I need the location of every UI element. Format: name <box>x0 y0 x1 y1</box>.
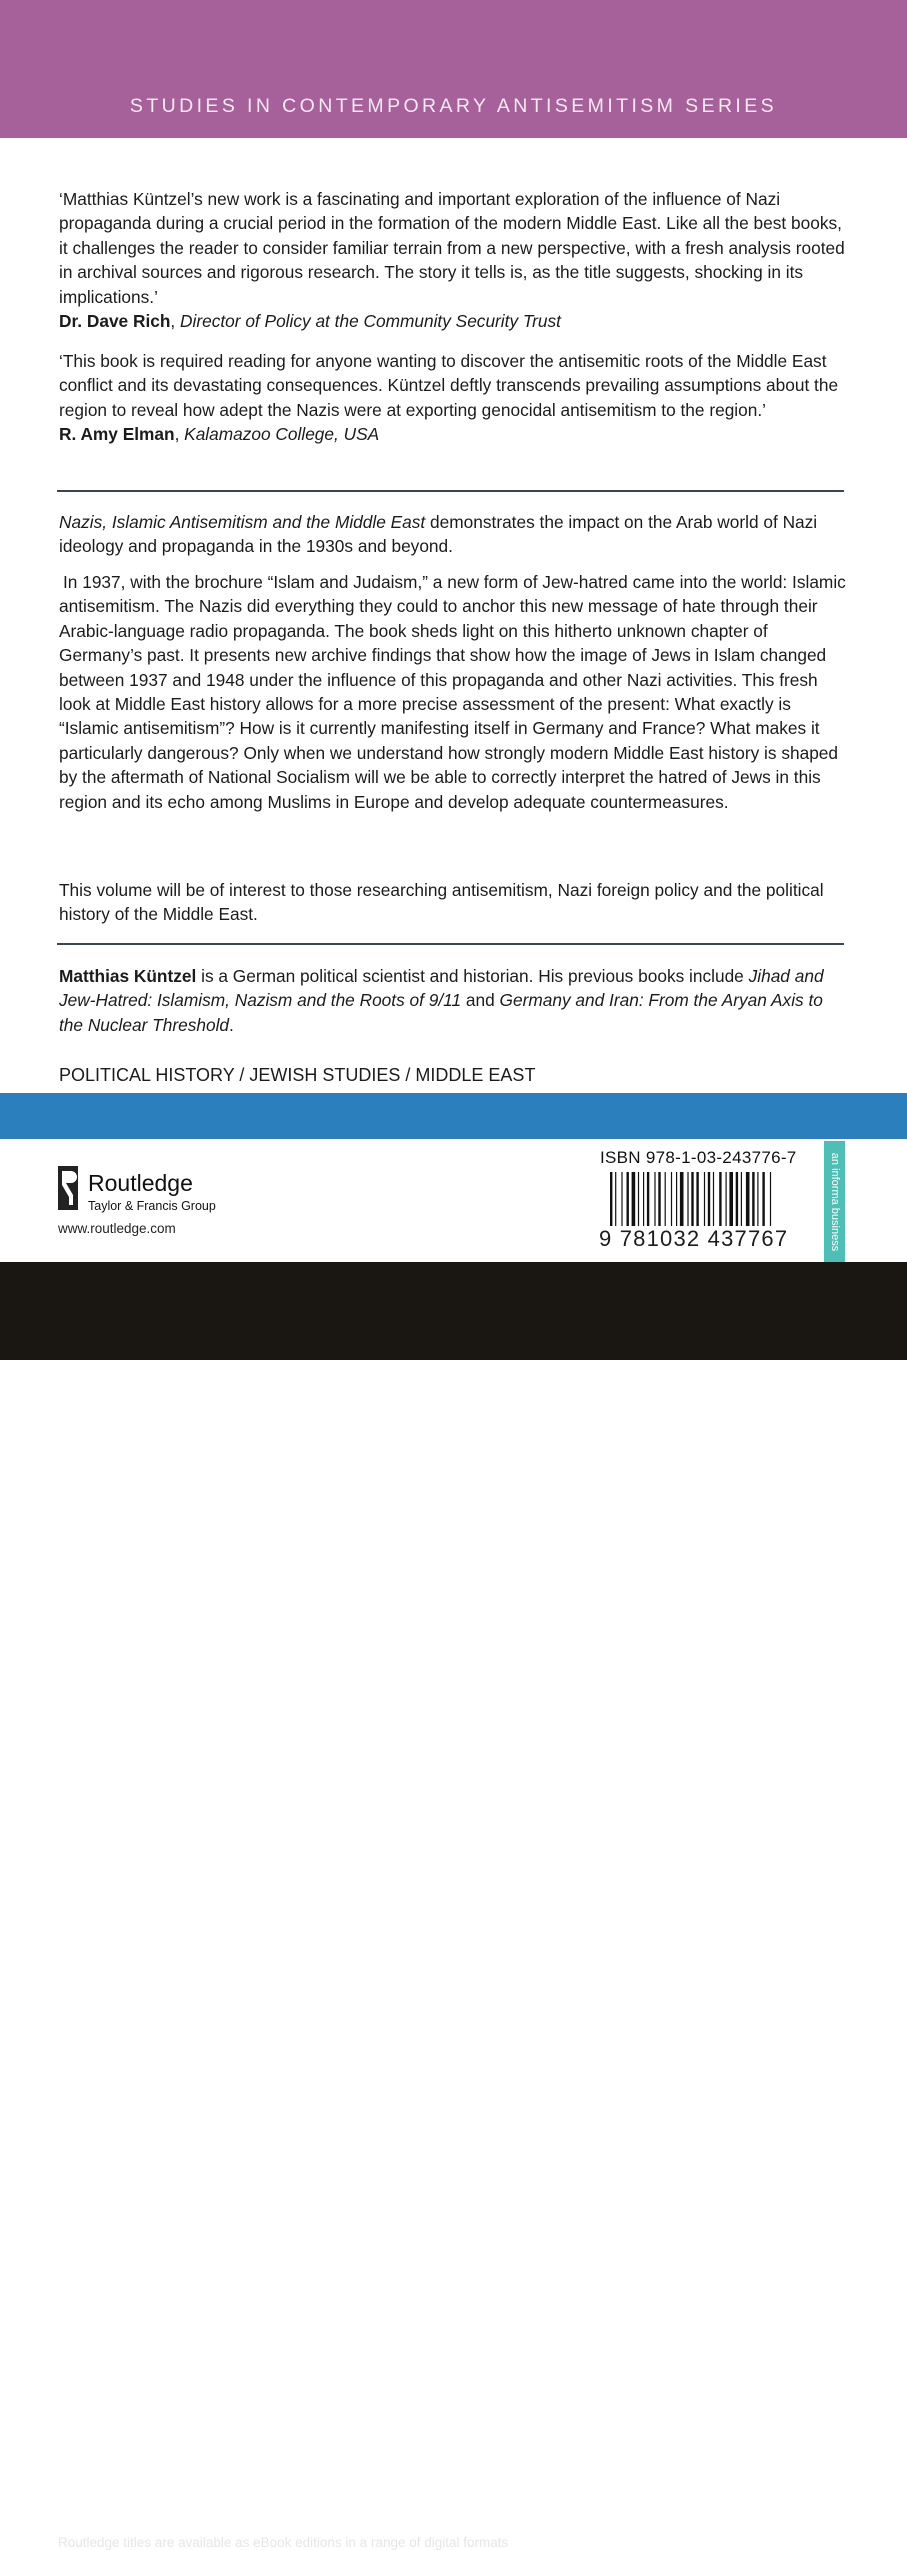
description-body-text: In 1937, with the brochure “Islam and Judaism,” a new form of Jew-hatred came into the world: Islamic antisemitism. The Nazis did everything they could to anchor this new message of hate through their Arabic-language radio propaganda. The book sheds light on this hitherto unknown chapter of Germany’s past. It presents new archive findings that show how the image of Jews in Islam changed between 1937 and 1948 under the influence of this propaganda and other Nazi activities. This fresh look at Middle East history allows for a more precise assessment of the present: What exactly is “Islamic antisemitism”? How is it currently manifesting itself in Germany and France? What makes it particularly dangerous? Only when we understand how strongly modern Middle East history is shaped by the aftermath of National Socialism will we be able to correctly interpret the hatred of Jews in this region and its echo among Muslims in Europe and develop adequate countermeasures. <box>59 572 846 812</box>
routledge-logo <box>58 1163 278 1223</box>
bio-text: is a German political scientist and historian. His previous books include <box>196 966 749 986</box>
praise-name: Dr. Dave Rich <box>59 311 171 332</box>
informa-tab <box>824 1141 845 1262</box>
blue-band <box>0 1093 907 1139</box>
barcode-digits: 9 781032 437767 <box>599 1226 789 1251</box>
previous-book-1: Jihad and Jew-Hatred: Islamism, Nazism and the Roots of 9/11 <box>59 966 824 1011</box>
previous-book-2: Germany and Iran: From the Aryan Axis to the Nuclear Threshold <box>59 990 823 1035</box>
praise-quote-1 <box>59 187 849 333</box>
praise-quote-text: ‘Matthias Küntzel’s new work is a fascinating and important exploration of the influence of Nazi propaganda during a crucial period in the formation of the modern Middle East. Like all the best books, it challenges the reader to consider familiar terrain from a new perspective, with a fresh analysis rooted in archival sources and rigorous research. The story it tells is, as the title suggests, shocking in its implications.’ <box>59 189 845 307</box>
isbn-label: ISBN 978-1-03-243776-7 <box>600 1148 797 1167</box>
praise-affiliation: Kalamazoo College, USA <box>184 424 380 445</box>
bio-text: . <box>229 1014 234 1035</box>
praise-affiliation: Director of Policy at the Community Security Trust <box>180 311 561 332</box>
footer-band <box>0 1262 907 2550</box>
publisher-name: Routledge <box>88 1170 193 1196</box>
informa-label: an informa business <box>828 1152 841 1251</box>
bio-text: and <box>461 990 500 1011</box>
praise-attribution: R. Amy Elman, Kalamazoo College, USA <box>59 424 380 445</box>
publisher-url[interactable]: www.routledge.com <box>58 1221 176 1236</box>
description-interest <box>59 878 849 927</box>
praise-quote-2 <box>59 349 849 447</box>
author-name: Matthias Küntzel <box>59 966 197 986</box>
subject-categories: POLITICAL HISTORY / JEWISH STUDIES / MIDDLE EAST <box>59 1065 536 1085</box>
praise-attribution: Dr. Dave Rich, Director of Policy at the Community Security Trust <box>59 311 561 332</box>
praise-quote-text: ‘This book is required reading for anyone wanting to discover the antisemitic roots of the Middle East conflict and its devastating consequences. Küntzel deftly transcends prevailing assumptions about the region to reveal how adept the Nazis were at exporting genocidal antisemitism to the region.’ <box>59 351 839 420</box>
series-title: STUDIES IN CONTEMPORARY ANTISEMITISM SERIES <box>129 95 778 117</box>
divider <box>57 490 844 492</box>
description-body <box>59 570 849 814</box>
description-lead-text: demonstrates the impact on the Arab world of Nazi ideology and propaganda in the 1930s and beyond. <box>59 512 818 557</box>
publisher-group: Taylor & Francis Group <box>88 1199 216 1213</box>
author-bio <box>59 964 849 1037</box>
praise-name: R. Amy Elman <box>59 424 175 445</box>
series-band <box>0 0 907 138</box>
description-lead <box>59 510 849 559</box>
description-interest-text: This volume will be of interest to those researching antisemitism, Nazi foreign policy and the political history of the Middle East. <box>59 880 824 925</box>
divider <box>57 943 844 945</box>
book-title: Nazis, Islamic Antisemitism and the Middle East <box>59 512 426 532</box>
ebook-note: Routledge titles are available as eBook editions in a range of digital formats <box>58 2535 509 2550</box>
